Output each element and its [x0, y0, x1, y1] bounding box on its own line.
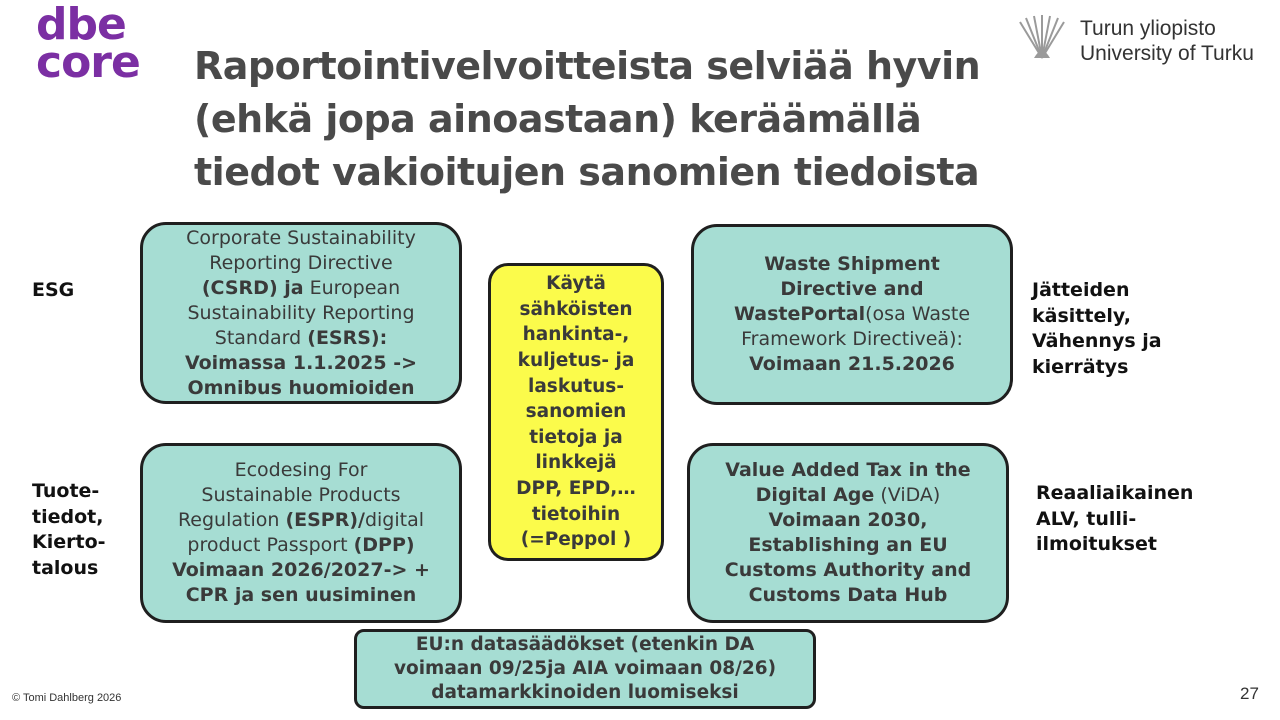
espr-box [140, 443, 462, 623]
box-bold-text: Digital Age [755, 484, 875, 506]
label-line: Reaaliaikainen [1036, 482, 1194, 504]
box-line: sanomien [525, 401, 627, 423]
box-line [172, 508, 430, 533]
csrd-acronym: (CSRD) ja [201, 276, 304, 299]
label-line: talous [32, 556, 99, 579]
box-line: hankinta-, [522, 324, 630, 346]
box-line [725, 483, 971, 508]
box-bold-text: Waste Shipment [764, 253, 940, 275]
vida-box [687, 443, 1009, 623]
label-tuotetiedot [32, 479, 106, 581]
box-line: Corporate Sustainability [186, 226, 416, 249]
logo-line-2: core [36, 37, 140, 88]
university-name-fi: Turun yliopisto [1080, 17, 1216, 40]
box-line: Framework Directiveä): [741, 328, 963, 350]
box-bold-text: Customs Authority and [724, 559, 972, 581]
box-line [734, 302, 970, 327]
box-bold-text: Establishing an EU [748, 534, 948, 556]
page-number: 27 [1240, 684, 1259, 703]
dpp-acronym: (DPP) [353, 534, 415, 556]
logo-line-1: dbe [36, 0, 126, 50]
box-line: laskutus- [527, 375, 624, 397]
box-line: EU:n datasäädökset (etenkin DA [415, 634, 755, 655]
box-line [172, 558, 430, 583]
box-bold-text: CPR ja sen uusiminen [185, 584, 417, 606]
box-bold-text: Voimassa 1.1.2025 -> [184, 351, 418, 374]
box-text: Regulation [177, 509, 286, 531]
box-text: product Passport [187, 534, 354, 556]
label-line: Tuote- [32, 480, 100, 502]
box-text: Standard [214, 326, 308, 349]
box-line [734, 277, 970, 302]
box-line: Sustainable Products [201, 484, 401, 506]
box-line: tietoja ja [529, 426, 623, 448]
box-text: (ViDA) [874, 484, 941, 506]
box-bold-text: Customs Data Hub [748, 584, 948, 606]
box-line: datamarkkinoiden luomiseksi [431, 682, 739, 703]
box-line [172, 533, 430, 558]
box-line: Käytä [546, 273, 606, 295]
box-line [725, 458, 971, 483]
label-esg: ESG [32, 279, 75, 301]
label-line: kierrätys [1032, 355, 1129, 378]
box-line [734, 252, 970, 277]
box-line [725, 558, 971, 583]
box-line: linkkejä [535, 452, 617, 474]
label-line: Kierto- [32, 531, 106, 553]
box-line: sähköisten [519, 298, 633, 320]
title-line-3: tiedot vakioitujen sanomien tiedoista [194, 150, 980, 194]
box-line: voimaan 09/25ja AIA voimaan 08/26) [393, 658, 777, 679]
label-line: ALV, tulli- [1036, 507, 1137, 530]
box-line [185, 351, 417, 376]
dbe-core-logo [36, 0, 176, 88]
title-line-2: (ehkä jopa ainoastaan) keräämällä [194, 97, 922, 141]
box-text: (osa Waste [865, 303, 971, 325]
box-line [185, 376, 417, 401]
label-line: käsittely, [1032, 304, 1131, 327]
box-bold-text: Omnibus huomioiden [187, 376, 415, 399]
box-line: Ecodesing For [234, 459, 368, 481]
label-line: Vähennys ja [1032, 330, 1162, 352]
peppol-box [488, 263, 664, 561]
box-line: tietoihin [531, 503, 621, 525]
box-line [185, 326, 417, 351]
slide-title [194, 40, 1074, 199]
box-bold-text: WastePortal [733, 303, 866, 325]
title-line-1: Raportointivelvoitteista selviää hyvin [194, 44, 981, 88]
box-text: European [303, 276, 401, 299]
csrd-box [140, 222, 462, 404]
box-line: Sustainability Reporting [187, 301, 415, 324]
box-line [725, 583, 971, 608]
espr-acronym: (ESPR)/ [285, 509, 365, 531]
box-line [172, 583, 430, 608]
label-jatteet [1032, 278, 1162, 380]
box-bold-text: Voimaan 2030, [768, 509, 928, 531]
box-bold-text: Directive and [780, 278, 924, 300]
label-line: ilmoitukset [1036, 533, 1157, 555]
label-line: Jätteiden [1032, 279, 1130, 301]
box-line: (=Peppol ) [520, 529, 632, 551]
label-alv [1036, 481, 1193, 558]
esrs-acronym: (ESRS): [307, 326, 388, 349]
box-line: DPP, EPD,… [516, 477, 636, 499]
label-line: tiedot, [32, 505, 104, 528]
box-bold-text: Voimaan 21.5.2026 [749, 353, 955, 375]
box-line: Reporting Directive [209, 251, 393, 274]
box-text: digital [364, 509, 425, 531]
box-bold-text: Value Added Tax in the [725, 459, 971, 481]
box-bold-text: Voimaan 2026/2027-> + [172, 559, 430, 581]
copyright-footer: © Tomi Dahlberg 2026 [12, 692, 122, 704]
eu-data-acts-box [354, 629, 816, 709]
box-line [185, 276, 417, 301]
box-line [725, 508, 971, 533]
waste-box [691, 224, 1013, 405]
box-line [734, 352, 970, 377]
university-name-en: University of Turku [1080, 42, 1254, 65]
box-line: kuljetus- ja [517, 350, 635, 372]
box-line [725, 533, 971, 558]
